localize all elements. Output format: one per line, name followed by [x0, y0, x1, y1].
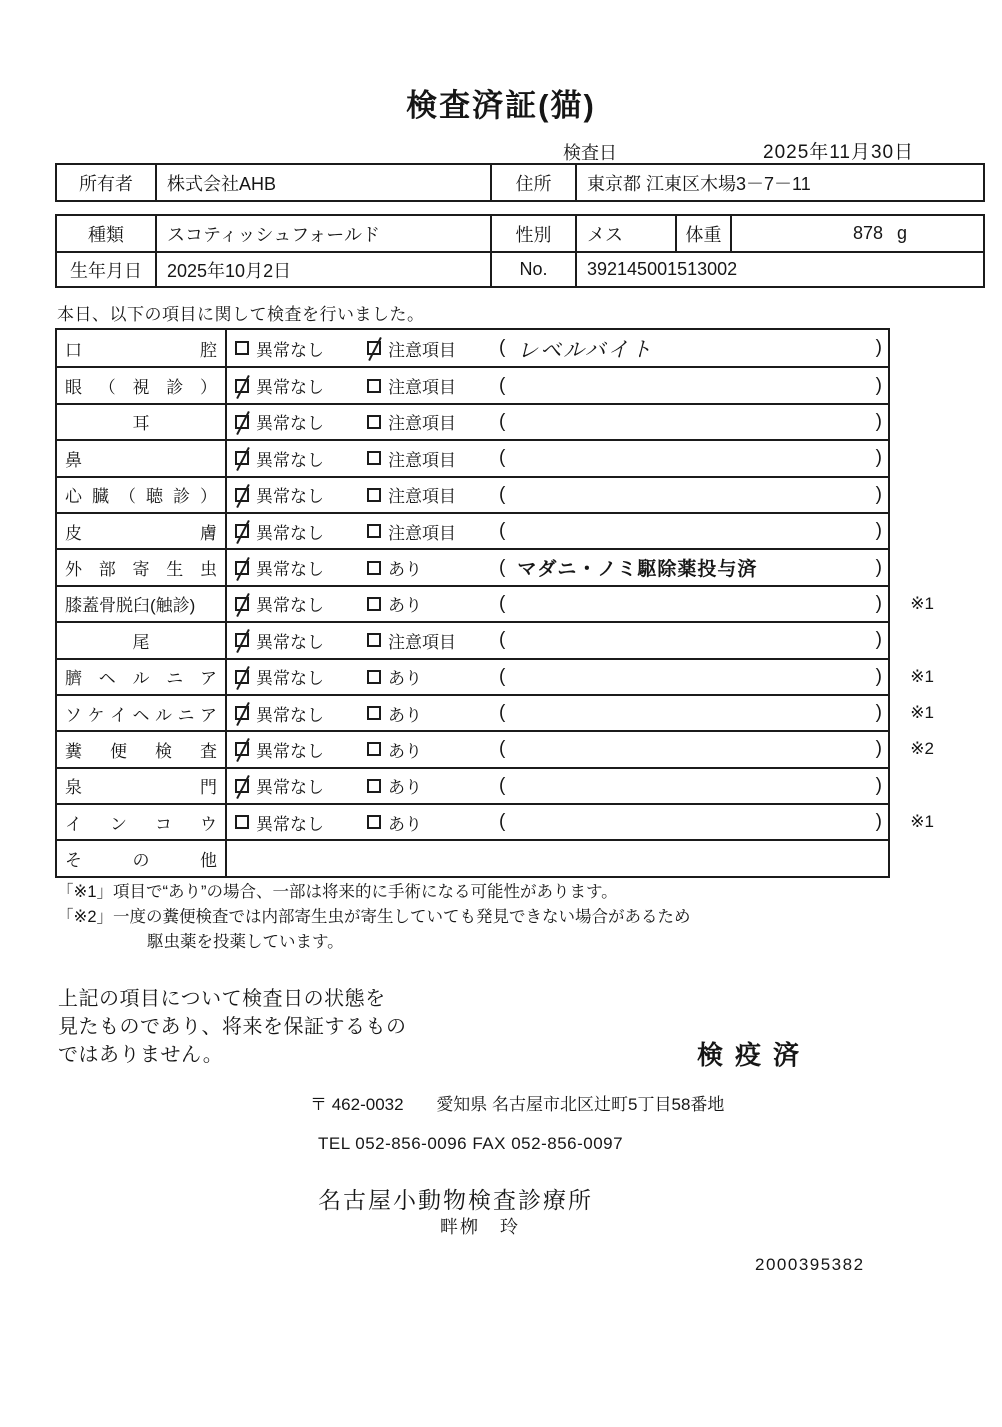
footnote-marker: ※1: [910, 666, 934, 686]
weight-label: 体重: [677, 216, 732, 251]
remark-text: レベルバイト: [517, 338, 654, 363]
checkbox-no-abnormality: [235, 446, 367, 471]
inspection-item-label: [57, 769, 227, 803]
checkbox-label: あり: [388, 560, 422, 580]
paren-open: (: [499, 629, 506, 651]
paren-close: ): [875, 592, 882, 614]
remark-field: [499, 447, 888, 469]
checkbox-attention: [367, 373, 499, 398]
label-char: 生: [166, 560, 184, 580]
pet-table: [55, 214, 985, 288]
veterinarian-name: 畔栁 玲: [440, 1217, 520, 1237]
inspection-row: [57, 585, 934, 621]
label-char: 外: [65, 560, 82, 580]
inspection-row: [57, 476, 888, 512]
checkbox-label: 注意項目: [388, 378, 456, 398]
checkbox-icon: [367, 670, 381, 684]
checkbox-label: 異常なし: [256, 378, 324, 398]
page-title: 検査済証(猫): [406, 88, 596, 123]
inspection-row-content: [227, 405, 888, 439]
inspection-row-content: [227, 696, 888, 730]
no-value: 392145001513002: [587, 259, 738, 279]
label-char: ル: [132, 669, 150, 689]
label-char: （: [98, 378, 116, 398]
closing-line-2: 見たものであり、将来を保証するもの: [58, 1016, 407, 1038]
label-char: 便: [110, 741, 127, 761]
inspection-item-label: [57, 478, 227, 512]
label-char: 検: [155, 741, 172, 761]
weight-unit: g: [896, 223, 907, 243]
closing-statement: [58, 985, 407, 1069]
checkbox-attention: [367, 446, 499, 471]
owner-row: [57, 165, 983, 200]
checkbox-attention: [367, 664, 499, 689]
checkbox-attention: [367, 336, 499, 361]
checkbox-icon: [367, 597, 381, 611]
checkbox-no-abnormality: [235, 628, 367, 653]
label-char: ）: [200, 378, 217, 398]
checkbox-icon: [367, 815, 381, 829]
paren-close: ): [875, 410, 882, 432]
label-char: 診: [166, 378, 184, 398]
inspection-row: [57, 803, 934, 839]
checkbox-checked-icon: [235, 779, 249, 793]
label-char: 部: [98, 560, 116, 580]
remark-field: [499, 702, 888, 724]
checkbox-no-abnormality: [235, 336, 367, 361]
remark-field: [499, 554, 888, 581]
paren-close: ): [875, 556, 882, 578]
checkbox-label: あり: [388, 741, 422, 761]
checkbox-label: 注意項目: [388, 632, 456, 652]
checkbox-attention: [367, 628, 499, 653]
checkbox-attention: [367, 409, 499, 434]
remark-field: [499, 811, 888, 833]
checkbox-checked-icon: [235, 415, 249, 429]
checkbox-no-abnormality: [235, 519, 367, 544]
checkbox-label: あり: [388, 705, 422, 725]
checkbox-no-abnormality: [235, 591, 367, 616]
label-char: 診: [173, 487, 190, 507]
checkbox-icon: [235, 815, 249, 829]
checkbox-label: 注意項目: [388, 487, 456, 507]
checkbox-attention: [367, 555, 499, 580]
checkbox-attention: [367, 773, 499, 798]
remark-text: マダニ・ノミ駆除薬投与済: [517, 559, 758, 581]
paren-open: (: [499, 738, 506, 760]
label-char: ヘ: [98, 669, 116, 689]
paren-close: ): [875, 811, 882, 833]
label-char: ）: [200, 487, 217, 507]
clinic-postal-code: 〒 462-0032: [310, 1095, 404, 1114]
remark-field: [499, 593, 888, 615]
checkbox-label: 異常なし: [256, 450, 324, 470]
paren-open: (: [499, 811, 506, 833]
paren-open: (: [499, 374, 506, 396]
inspection-row-content: [227, 623, 888, 657]
inspection-row-content: [227, 330, 888, 366]
checkbox-no-abnormality: [235, 737, 367, 762]
checkbox-icon: [367, 415, 381, 429]
breed-row: [57, 216, 983, 251]
inspection-item-label: [57, 696, 227, 730]
inspection-item-label: [57, 732, 227, 766]
inspection-item-label: [57, 368, 227, 402]
checkbox-checked-icon: [235, 633, 249, 647]
inspection-item-label: [57, 660, 227, 694]
paren-close: ): [875, 337, 882, 359]
inspection-row-content: [227, 805, 888, 839]
clinic-tel-fax: TEL 052-856-0096 FAX 052-856-0097: [318, 1134, 624, 1153]
label-char: （: [119, 487, 136, 507]
checkbox-no-abnormality: [235, 482, 367, 507]
checkbox-icon: [367, 742, 381, 756]
checkbox-label: 異常なし: [256, 340, 324, 360]
label-char: 臓: [92, 487, 109, 507]
no-label: No.: [492, 253, 577, 286]
paren-close: ): [875, 483, 882, 505]
checkbox-label: あり: [388, 596, 422, 616]
checkbox-label: あり: [388, 814, 422, 834]
inspection-row-content: [227, 769, 888, 803]
label-char: 臍: [65, 669, 82, 689]
intro-text: 本日、以下の項目に関して検査を行いました。: [57, 305, 425, 324]
label-char: イ: [110, 705, 127, 725]
checkbox-no-abnormality: [235, 664, 367, 689]
checkbox-checked-icon: [235, 597, 249, 611]
checkbox-label: 異常なし: [256, 778, 324, 798]
inspection-row-content: [227, 368, 888, 402]
footnote-marker: ※1: [910, 593, 934, 613]
paren-open: (: [499, 592, 506, 614]
birth-row: [57, 251, 983, 286]
checkbox-label: 異常なし: [256, 414, 324, 434]
checkbox-icon: [367, 561, 381, 575]
serial-number: 2000395382: [755, 1255, 865, 1274]
inspection-row: [57, 548, 888, 584]
checkbox-attention: [367, 737, 499, 762]
checkbox-label: あり: [388, 669, 422, 689]
paren-close: ): [875, 447, 882, 469]
checkbox-no-abnormality: [235, 810, 367, 835]
inspection-row-content: [227, 732, 888, 766]
checkbox-label: 異常なし: [256, 814, 324, 834]
checkbox-icon: [367, 633, 381, 647]
inspection-row-content: [227, 660, 888, 694]
checkbox-attention: [367, 482, 499, 507]
address-label: 住所: [492, 165, 577, 200]
checkbox-icon: [367, 451, 381, 465]
checkbox-label: あり: [388, 778, 422, 798]
label-char: 視: [132, 378, 150, 398]
paren-open: (: [499, 702, 506, 724]
checkbox-no-abnormality: [235, 773, 367, 798]
paren-close: ): [875, 665, 882, 687]
closing-line-3: ではありません。: [58, 1044, 224, 1066]
breed-value: スコティッシュフォールド: [157, 216, 492, 251]
inspection-row: [57, 694, 934, 730]
footnote-2-line2: 駆虫薬を投薬しています。: [147, 933, 344, 951]
checkbox-checked-icon: [235, 488, 249, 502]
label-char: ニ: [177, 705, 195, 725]
checkbox-label: 異常なし: [256, 632, 324, 652]
label-char: 糞: [65, 741, 82, 761]
paren-open: (: [499, 556, 506, 578]
paren-open: (: [499, 447, 506, 469]
label-char: 寄: [132, 560, 150, 580]
remark-field: [499, 520, 888, 542]
checkbox-label: 異常なし: [256, 523, 324, 543]
inspection-row: [57, 330, 888, 366]
label-char: ア: [200, 669, 217, 689]
label-char: 口: [65, 340, 82, 360]
inspection-row-content: [227, 587, 888, 621]
label-char: コ: [155, 814, 172, 834]
label-char: 腔: [200, 340, 217, 360]
inspection-item-label: 膝蓋骨脱臼(触診): [57, 587, 227, 621]
breed-label: 種類: [57, 216, 157, 251]
checkbox-label: 異常なし: [256, 487, 324, 507]
checkbox-label: 異常なし: [256, 560, 324, 580]
inspection-row: [57, 621, 888, 657]
label-char: 膚: [200, 523, 217, 543]
owner-table: [55, 163, 985, 202]
label-char: ケ: [87, 705, 105, 725]
paren-open: (: [499, 774, 506, 796]
remark-field: [499, 666, 888, 688]
clinic-address-text: 愛知県 名古屋市北区辻町5丁目58番地: [436, 1095, 725, 1114]
footnote-marker: ※1: [910, 703, 934, 723]
checkbox-no-abnormality: [235, 555, 367, 580]
checkbox-icon: [367, 779, 381, 793]
checkbox-icon: [235, 341, 249, 355]
inspection-row: [57, 403, 888, 439]
checkbox-checked-icon: [235, 524, 249, 538]
label-char: ニ: [166, 669, 184, 689]
label-char: 聴: [146, 487, 163, 507]
checkbox-icon: [367, 379, 381, 393]
inspection-row: [57, 366, 888, 402]
inspection-item-label: [57, 330, 227, 366]
label-char: ソ: [65, 705, 82, 725]
label-char: 泉: [65, 778, 82, 798]
remark-field: [499, 411, 888, 433]
checkbox-checked-icon: [235, 561, 249, 575]
paren-close: ): [875, 702, 882, 724]
inspection-item-label: [57, 805, 227, 839]
checkbox-label: 異常なし: [256, 596, 324, 616]
paren-close: ): [875, 629, 882, 651]
inspection-row-content: [227, 514, 888, 548]
owner-value: 株式会社AHB: [157, 165, 492, 200]
checkbox-attention: [367, 591, 499, 616]
label-char: の: [132, 851, 150, 871]
paren-close: ): [875, 374, 882, 396]
label-char: 門: [200, 778, 217, 798]
quarantine-stamp: 検疫済: [697, 1040, 812, 1070]
checkbox-checked-icon: [235, 706, 249, 720]
weight-cell: [732, 216, 983, 251]
checkbox-checked-icon: [235, 451, 249, 465]
label-char: 心: [65, 487, 82, 507]
label-char: 虫: [200, 560, 217, 580]
checkbox-attention: [367, 810, 499, 835]
paren-open: (: [499, 665, 506, 687]
checkbox-icon: [367, 706, 381, 720]
checkbox-attention: [367, 701, 499, 726]
checkbox-icon: [367, 524, 381, 538]
inspection-item-label: [57, 550, 227, 584]
footnote-marker: ※1: [910, 812, 934, 832]
inspection-item-label: [57, 514, 227, 548]
footnote-marker: ※2: [910, 739, 934, 759]
label-char: ア: [200, 705, 217, 725]
closing-line-1: 上記の項目について検査日の状態を: [58, 988, 386, 1010]
label-char: そ: [65, 851, 82, 871]
checkbox-label: 異常なし: [256, 705, 324, 725]
inspection-row-content: [227, 441, 888, 475]
checkbox-label: 注意項目: [388, 523, 456, 543]
checkbox-no-abnormality: [235, 409, 367, 434]
checkbox-label: 異常なし: [256, 669, 324, 689]
inspection-date-label: 検査日: [563, 143, 617, 163]
checkbox-icon: [367, 488, 381, 502]
paren-open: (: [499, 337, 506, 359]
inspection-date-value: 2025年11月30日: [763, 142, 915, 163]
label-char: ウ: [200, 814, 217, 834]
inspection-row: [57, 839, 888, 875]
inspection-row: [57, 439, 888, 475]
checkbox-no-abnormality: [235, 701, 367, 726]
sex-value: メス: [577, 216, 677, 251]
clinic-name: 名古屋小動物検査診療所: [318, 1187, 593, 1213]
paren-open: (: [499, 483, 506, 505]
remark-field: [499, 629, 888, 651]
inspection-row: [57, 767, 888, 803]
inspection-item-label: [57, 841, 227, 875]
weight-value: 878: [852, 223, 883, 243]
label-char: 眼: [65, 378, 82, 398]
paren-close: ): [875, 520, 882, 542]
footnotes: [57, 880, 691, 955]
checkbox-attention: [367, 519, 499, 544]
checkbox-label: 注意項目: [388, 414, 456, 434]
checkbox-label: 注意項目: [388, 450, 456, 470]
checkbox-checked-icon: [235, 742, 249, 756]
remark-field: [499, 738, 888, 760]
label-char: 査: [200, 741, 217, 761]
footnote-2-line1: 「※2」一度の糞便検査では内部寄生虫が寄生していても発見できない場合があるため: [57, 908, 691, 926]
checkbox-checked-icon: [235, 379, 249, 393]
birth-value: 2025年10月2日: [157, 253, 492, 286]
label-char: イ: [65, 814, 82, 834]
inspection-row-content: [227, 478, 888, 512]
checkbox-checked-icon: [235, 670, 249, 684]
label-char: ン: [110, 814, 127, 834]
checkbox-no-abnormality: [235, 373, 367, 398]
paren-close: ): [875, 738, 882, 760]
label-char: 他: [200, 851, 217, 871]
remark-field: [499, 775, 888, 797]
paren-open: (: [499, 520, 506, 542]
label-char: ル: [155, 705, 172, 725]
inspection-item-label: 耳: [57, 405, 227, 439]
paren-open: (: [499, 410, 506, 432]
birth-label: 生年月日: [57, 253, 157, 286]
paren-close: ): [875, 774, 882, 796]
inspection-row: [57, 658, 934, 694]
footnote-1: 「※1」項目で“あり”の場合、一部は将来的に手術になる可能性があります。: [57, 883, 618, 901]
remark-field: [499, 484, 888, 506]
inspection-item-label: 鼻: [57, 441, 227, 475]
inspection-table: [55, 328, 934, 878]
address-value: 東京都 江東区木場3－7－11: [587, 173, 811, 194]
inspection-row-content: [227, 550, 888, 584]
inspection-row: [57, 512, 888, 548]
label-char: 皮: [65, 523, 82, 543]
checkbox-label: 異常なし: [256, 741, 324, 761]
checkbox-checked-icon: [367, 341, 381, 355]
remark-field: [499, 375, 888, 397]
inspection-item-label: 尾: [57, 623, 227, 657]
checkbox-label: 注意項目: [388, 340, 456, 360]
remark-field: [499, 333, 888, 363]
inspection-row: [57, 730, 934, 766]
label-char: ヘ: [132, 705, 150, 725]
inspection-row-content: [227, 841, 888, 875]
owner-label: 所有者: [57, 165, 157, 200]
clinic-address: [310, 1090, 724, 1115]
sex-label: 性別: [492, 216, 577, 251]
